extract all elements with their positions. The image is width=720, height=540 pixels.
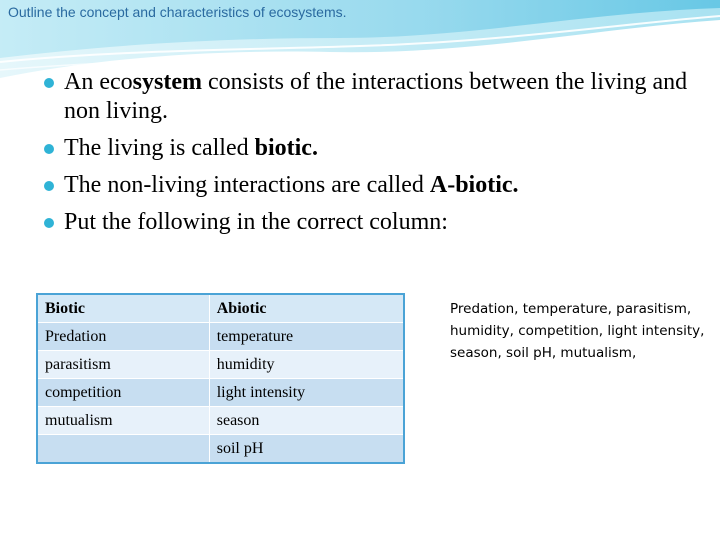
table-row xyxy=(37,379,404,407)
bullet-dot-icon xyxy=(44,144,54,154)
table-cell: parasitism xyxy=(37,351,209,379)
table-header-abiotic: Abiotic xyxy=(209,294,404,323)
slide-title: Outline the concept and characteristics of ecosystems. xyxy=(8,4,347,20)
bullet-item-instruction: Put the following in the correct column: xyxy=(42,208,692,237)
table-row xyxy=(37,407,404,435)
table-cell: Predation xyxy=(37,323,209,351)
bullet-dot-icon xyxy=(44,218,54,228)
bullet-list xyxy=(42,68,692,245)
biotic-abiotic-table xyxy=(36,293,405,464)
table-cell: season xyxy=(209,407,404,435)
table-cell: temperature xyxy=(209,323,404,351)
table-header-biotic: Biotic xyxy=(37,294,209,323)
table-cell: humidity xyxy=(209,351,404,379)
bullet-item-biotic: The living is called biotic. xyxy=(42,134,692,163)
table-row xyxy=(37,435,404,464)
table-cell: light intensity xyxy=(209,379,404,407)
table-row xyxy=(37,323,404,351)
bullet-item-abiotic: The non-living interactions are called A-biotic. xyxy=(42,171,692,200)
table-row xyxy=(37,351,404,379)
word-list-text: Predation, temperature, parasitism, humidity, competition, light intensity, season, soil pH, mutualism, xyxy=(450,301,705,361)
table-cell: soil pH xyxy=(209,435,404,464)
bullet-dot-icon xyxy=(44,78,54,88)
bullet-item-ecosystem: An ecosystem consists of the interactions between the living and non living. xyxy=(42,68,692,126)
table-header-row xyxy=(37,294,404,323)
bullet-dot-icon xyxy=(44,181,54,191)
table-cell: competition xyxy=(37,379,209,407)
table-cell xyxy=(37,435,209,464)
table-cell: mutualism xyxy=(37,407,209,435)
